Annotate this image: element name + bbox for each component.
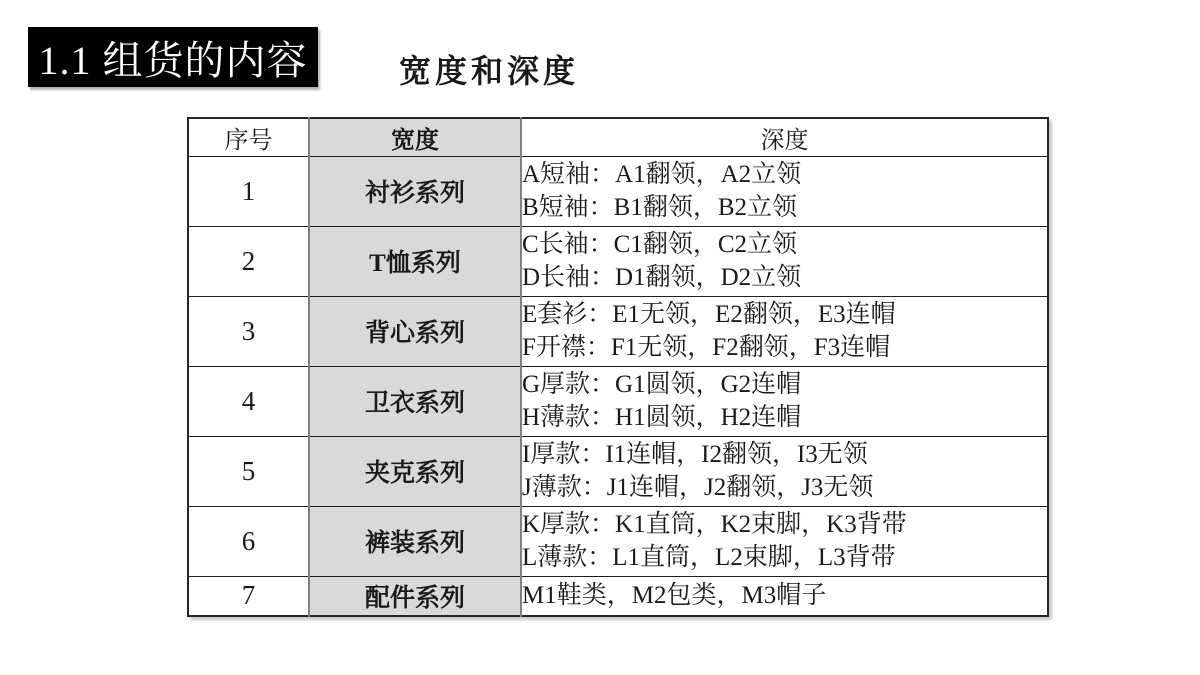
table-row bbox=[188, 576, 1048, 616]
depth-line: K厚款：K1直筒，K2束脚，K3背带 bbox=[522, 511, 907, 538]
row-width: 背心系列 bbox=[309, 296, 521, 366]
depth-line: E套衫：E1无领，E2翻领，E3连帽 bbox=[522, 301, 896, 328]
slide-title-box bbox=[28, 27, 318, 87]
table-row bbox=[188, 226, 1048, 296]
column-header-no: 序号 bbox=[188, 118, 309, 156]
table-row bbox=[188, 506, 1048, 576]
row-depth bbox=[521, 366, 1048, 436]
row-width: 卫衣系列 bbox=[309, 366, 521, 436]
depth-line: M1鞋类，M2包类，M3帽子 bbox=[522, 582, 827, 610]
depth-line: J薄款：J1连帽，J2翻领，J3无领 bbox=[522, 474, 874, 501]
depth-line: H薄款：H1圆领，H2连帽 bbox=[522, 404, 802, 431]
table-row bbox=[188, 156, 1048, 226]
depth-line: F开襟：F1无领，F2翻领，F3连帽 bbox=[522, 334, 891, 361]
row-width: 配件系列 bbox=[309, 576, 521, 616]
table-row bbox=[188, 436, 1048, 506]
column-header-width: 宽度 bbox=[309, 118, 521, 156]
row-depth bbox=[521, 296, 1048, 366]
table-header-row bbox=[188, 118, 1048, 156]
row-depth bbox=[521, 576, 1048, 616]
table-row bbox=[188, 366, 1048, 436]
row-width: 衬衫系列 bbox=[309, 156, 521, 226]
column-header-depth: 深度 bbox=[521, 118, 1048, 156]
row-no: 5 bbox=[188, 436, 309, 506]
row-depth bbox=[521, 506, 1048, 576]
table-row bbox=[188, 296, 1048, 366]
row-width: T恤系列 bbox=[309, 226, 521, 296]
row-no: 6 bbox=[188, 506, 309, 576]
row-no: 7 bbox=[188, 576, 309, 616]
depth-line: G厚款：G1圆领，G2连帽 bbox=[522, 371, 802, 398]
depth-line: C长袖：C1翻领，C2立领 bbox=[522, 231, 798, 258]
depth-line: B短袖：B1翻领，B2立领 bbox=[522, 194, 798, 221]
row-no: 2 bbox=[188, 226, 309, 296]
slide-title: 1.1 组货的内容 bbox=[38, 37, 308, 83]
assortment-table bbox=[187, 117, 1049, 617]
row-no: 1 bbox=[188, 156, 309, 226]
row-depth bbox=[521, 156, 1048, 226]
depth-line: I厚款：I1连帽，I2翻领，I3无领 bbox=[522, 441, 868, 468]
depth-line: D长袖：D1翻领，D2立领 bbox=[522, 264, 802, 291]
row-width: 夹克系列 bbox=[309, 436, 521, 506]
row-width: 裤装系列 bbox=[309, 506, 521, 576]
depth-line: A短袖：A1翻领，A2立领 bbox=[522, 161, 802, 188]
slide-subtitle: 宽度和深度 bbox=[399, 53, 580, 89]
row-no: 4 bbox=[188, 366, 309, 436]
depth-line: L薄款：L1直筒，L2束脚，L3背带 bbox=[522, 544, 896, 571]
row-no: 3 bbox=[188, 296, 309, 366]
row-depth bbox=[521, 226, 1048, 296]
row-depth bbox=[521, 436, 1048, 506]
